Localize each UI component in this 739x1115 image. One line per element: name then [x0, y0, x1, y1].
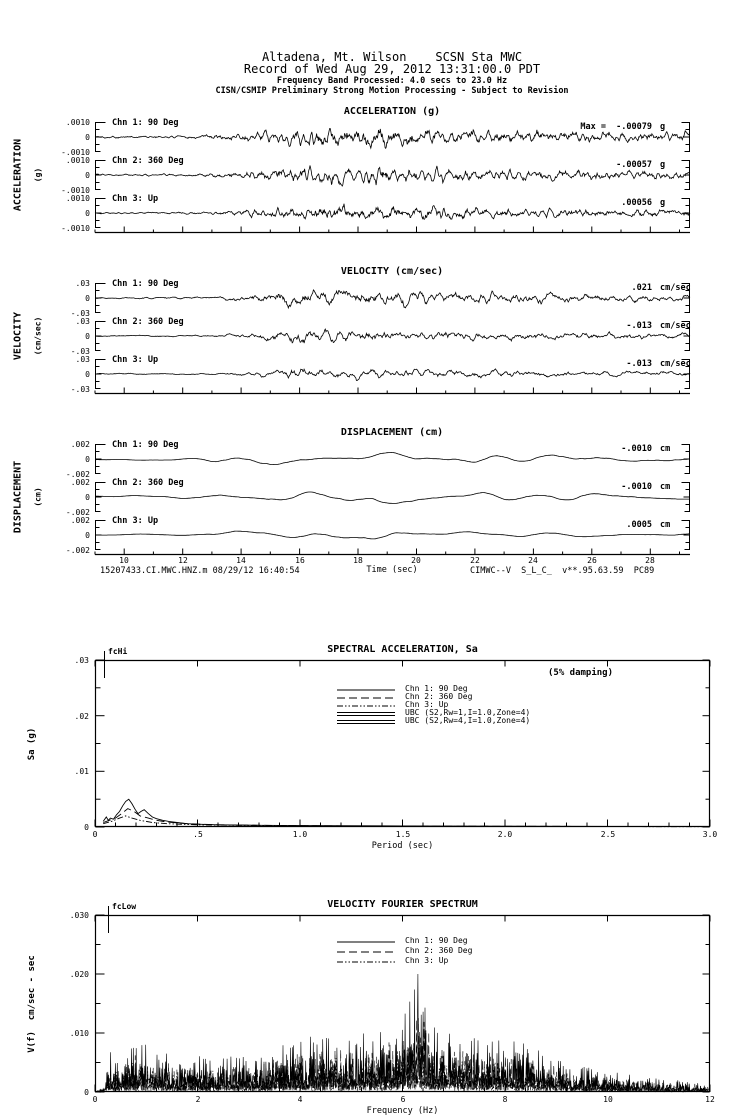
acceleration-ch2-label: Chn 2: 360 Deg: [112, 156, 184, 166]
frequency-band-note: Frequency Band Processed: 4.0 secs to 23.0 Hz: [276, 76, 508, 86]
time-tick-26: 26: [587, 556, 597, 565]
spectral_acceleration-ytick-3: 0: [84, 823, 89, 832]
displacement-ch3-ytick-top: .002: [70, 516, 90, 525]
velocity-ch1-ytick-zero: 0: [85, 294, 90, 303]
velocity-ch1-max-unit: cm/sec: [660, 283, 691, 293]
displacement-ch1-label: Chn 1: 90 Deg: [112, 440, 179, 450]
spectral_acceleration-legend-line-4: [337, 711, 395, 717]
velocity-title: VELOCITY (cm/sec): [340, 266, 444, 277]
acceleration-time-axis: [95, 223, 690, 233]
acceleration-ch3-label: Chn 3: Up: [112, 194, 159, 204]
spectral_acceleration-xtick-6: 3.0: [702, 830, 718, 839]
acceleration-ch1-max-unit: g: [660, 122, 666, 132]
time-tick-18: 18: [353, 556, 363, 565]
spectral_acceleration-xtick-4: 2.0: [497, 830, 513, 839]
acceleration-ch3-max-unit: g: [660, 198, 666, 208]
velocity_fourier_spectrum-legend-label-1: Chn 1: 90 Deg: [405, 936, 468, 945]
spectral_acceleration-legend-label-3: Chn 3: Up: [405, 700, 449, 709]
displacement-ch2-max-value: -.0010: [621, 482, 652, 492]
velocity-ch2-ytick-bottom: -.03: [70, 347, 90, 356]
velocity-axis-unit: (cm/sec): [33, 316, 43, 356]
displacement-ch2-label: Chn 2: 360 Deg: [112, 478, 184, 488]
displacement-ch2-max-unit: cm: [660, 482, 671, 492]
spectral_acceleration-legend-label-5: UBC (S2,Rw=4,I=1.0,Zone=4): [405, 716, 531, 725]
velocity-ch2-max-value: -.013: [626, 321, 652, 331]
velocity_fourier_spectrum-xtick-2: 4: [297, 1095, 303, 1104]
time-tick-16: 16: [295, 556, 305, 565]
record-filename: 15207433.CI.MWC.HNZ.m 08/29/12 16:40:54: [100, 566, 300, 576]
time-tick-14: 14: [236, 556, 246, 565]
record-datetime: Record of Wed Aug 29, 2012 13:31:00.0 PDT: [243, 62, 541, 76]
acceleration-title: ACCELERATION (g): [343, 106, 441, 117]
velocity_fourier_spectrum-fc-label: fcLow: [112, 902, 137, 911]
time-axis-label: Time (sec): [366, 565, 418, 575]
displacement-ch1-ytick-bottom: -.002: [65, 470, 90, 479]
acceleration-ch2-ytick-top: .0010: [65, 156, 90, 165]
time-tick-24: 24: [528, 556, 538, 565]
spectral_acceleration-legend-line-1: [337, 687, 395, 693]
acceleration-axis-label: ACCELERATION: [12, 138, 24, 212]
acceleration-ch3-ytick-zero: 0: [85, 209, 90, 218]
displacement-ch3-label: Chn 3: Up: [112, 516, 159, 526]
displacement-ch2-ytick-top: .002: [70, 478, 90, 487]
processing-version: CIMWC--V S_L_C_ v**.95.63.59 PC89: [470, 566, 655, 576]
velocity-ch1-max-value: .021: [631, 283, 652, 293]
velocity-ch2-label: Chn 2: 360 Deg: [112, 317, 184, 327]
spectral_acceleration-ytick-2: .01: [74, 767, 89, 776]
velocity-ch3-ytick-zero: 0: [85, 370, 90, 379]
displacement-ch2-waveform: [95, 478, 690, 516]
spectral_acceleration-xtick-2: 1.0: [292, 830, 308, 839]
displacement-ch3-ytick-zero: 0: [85, 531, 90, 540]
velocity_fourier_spectrum-ytick-1: .020: [69, 970, 89, 979]
velocity-ch1-waveform: [95, 279, 690, 317]
acceleration-ch1-waveform: [95, 118, 690, 156]
velocity_fourier_spectrum-legend-label-2: Chn 2: 360 Deg: [405, 946, 473, 955]
acceleration-ch1-label: Chn 1: 90 Deg: [112, 118, 179, 128]
velocity_fourier_spectrum-xlabel: Frequency (Hz): [366, 1106, 439, 1115]
velocity_fourier_spectrum-xtick-3: 6: [400, 1095, 406, 1104]
velocity_fourier_spectrum-xtick-6: 12: [705, 1095, 715, 1104]
spectral_acceleration-plot: [95, 660, 710, 827]
processing-disclaimer: CISN/CSMIP Preliminary Strong Motion Processing - Subject to Revision: [215, 86, 569, 96]
velocity-ch3-max-value: -.013: [626, 359, 652, 369]
velocity_fourier_spectrum-xtick-5: 10: [603, 1095, 613, 1104]
velocity-ch1-ytick-top: .03: [75, 279, 90, 288]
time-tick-10: 10: [119, 556, 129, 565]
displacement-ch2-ytick-bottom: -.002: [65, 508, 90, 517]
time-tick-28: 28: [645, 556, 655, 565]
displacement-ch3-ytick-bottom: -.002: [65, 546, 90, 555]
spectral_acceleration-xtick-0: 0: [92, 830, 98, 839]
velocity_fourier_spectrum-plot: [95, 915, 710, 1092]
displacement-ch1-max-unit: cm: [660, 444, 671, 454]
velocity-ch2-max-unit: cm/sec: [660, 321, 691, 331]
velocity_fourier_spectrum-xtick-4: 8: [502, 1095, 508, 1104]
velocity_fourier_spectrum-legend-line-2: [337, 949, 395, 955]
displacement-ch2-ytick-zero: 0: [85, 493, 90, 502]
displacement-axis-label: DISPLACEMENT: [12, 460, 24, 534]
time-tick-20: 20: [411, 556, 421, 565]
velocity-time-axis: [95, 384, 690, 394]
velocity_fourier_spectrum-ylabel: V(f) cm/sec - sec: [27, 954, 37, 1053]
spectral_acceleration-xtick-5: 2.5: [600, 830, 616, 839]
velocity_fourier_spectrum-ytick-2: .010: [69, 1029, 89, 1038]
time-tick-22: 22: [470, 556, 480, 565]
spectral_acceleration-ytick-1: .02: [74, 712, 89, 721]
station-title: Altadena, Mt. Wilson SCSN Sta MWC: [261, 50, 523, 64]
velocity_fourier_spectrum-xtick-1: 2: [195, 1095, 201, 1104]
acceleration-ch2-ytick-bottom: -.0010: [61, 186, 90, 195]
velocity_fourier_spectrum-legend-line-3: [337, 959, 395, 965]
velocity_fourier_spectrum-xtick-0: 0: [92, 1095, 98, 1104]
velocity-ch3-ytick-top: .03: [75, 355, 90, 364]
velocity_fourier_spectrum-title: VELOCITY FOURIER SPECTRUM: [327, 899, 478, 910]
spectral_acceleration-xtick-3: 1.5: [395, 830, 411, 839]
acceleration-ch1-ytick-top: .0010: [65, 118, 90, 127]
spectral_acceleration-damping-note: (5% damping): [548, 668, 614, 678]
acceleration-ch2-max-value: -.00057: [616, 160, 652, 170]
velocity-ch2-ytick-top: .03: [75, 317, 90, 326]
spectral_acceleration-ytick-0: .03: [74, 656, 89, 665]
spectral_acceleration-fc-label: fcHi: [108, 647, 128, 656]
acceleration-ch2-max-unit: g: [660, 160, 666, 170]
velocity-ch1-label: Chn 1: 90 Deg: [112, 279, 179, 289]
velocity_fourier_spectrum-ytick-0: .030: [69, 911, 89, 920]
velocity-ch3-max-unit: cm/sec: [660, 359, 691, 369]
velocity-ch2-waveform: [95, 317, 690, 355]
velocity_fourier_spectrum-legend-label-3: Chn 3: Up: [405, 956, 449, 965]
displacement-title: DISPLACEMENT (cm): [340, 427, 444, 438]
spectral_acceleration-title: SPECTRAL ACCELERATION, Sa: [327, 644, 478, 655]
acceleration-ch3-ytick-top: .0010: [65, 194, 90, 203]
displacement-ch1-ytick-top: .002: [70, 440, 90, 449]
acceleration-ch3-ytick-bottom: -.0010: [61, 224, 90, 233]
velocity-axis-label: VELOCITY: [12, 311, 24, 361]
acceleration-axis-unit: (g): [33, 167, 43, 183]
spectral_acceleration-legend-line-2: [337, 695, 395, 701]
acceleration-ch2-ytick-zero: 0: [85, 171, 90, 180]
acceleration-ch1-max-value: Max = -.00079: [580, 122, 652, 132]
spectral_acceleration-fc-marker: [104, 651, 105, 678]
acceleration-ch3-max-value: .00056: [621, 198, 652, 208]
spectral_acceleration-legend-line-5: [337, 719, 395, 725]
velocity-ch3-label: Chn 3: Up: [112, 355, 159, 365]
acceleration-ch1-ytick-bottom: -.0010: [61, 148, 90, 157]
velocity-ch3-ytick-bottom: -.03: [70, 385, 90, 394]
displacement-ch3-max-unit: cm: [660, 520, 671, 530]
displacement-ch3-max-value: .0005: [626, 520, 652, 530]
displacement-ch1-waveform: [95, 440, 690, 478]
velocity_fourier_spectrum-fc-marker: [108, 906, 109, 933]
spectral_acceleration-legend-line-3: [337, 703, 395, 709]
spectral_acceleration-legend-label-4: UBC (S2,Rw=1,I=1.0,Zone=4): [405, 708, 531, 717]
velocity-ch2-ytick-zero: 0: [85, 332, 90, 341]
displacement-axis-unit: (cm): [33, 487, 43, 507]
spectral_acceleration-xlabel: Period (sec): [371, 841, 434, 851]
time-tick-12: 12: [178, 556, 188, 565]
displacement-time-axis: [95, 545, 690, 555]
velocity-ch1-ytick-bottom: -.03: [70, 309, 90, 318]
spectral_acceleration-legend-label-2: Chn 2: 360 Deg: [405, 692, 473, 701]
displacement-ch1-ytick-zero: 0: [85, 455, 90, 464]
spectral_acceleration-xtick-1: .5: [193, 830, 203, 839]
spectral_acceleration-legend-label-1: Chn 1: 90 Deg: [405, 684, 468, 693]
velocity_fourier_spectrum-legend-line-1: [337, 939, 395, 945]
displacement-ch1-max-value: -.0010: [621, 444, 652, 454]
acceleration-ch2-waveform: [95, 156, 690, 194]
acceleration-ch1-ytick-zero: 0: [85, 133, 90, 142]
spectral_acceleration-ylabel: Sa (g): [27, 727, 37, 760]
velocity_fourier_spectrum-ytick-3: 0: [84, 1088, 89, 1097]
